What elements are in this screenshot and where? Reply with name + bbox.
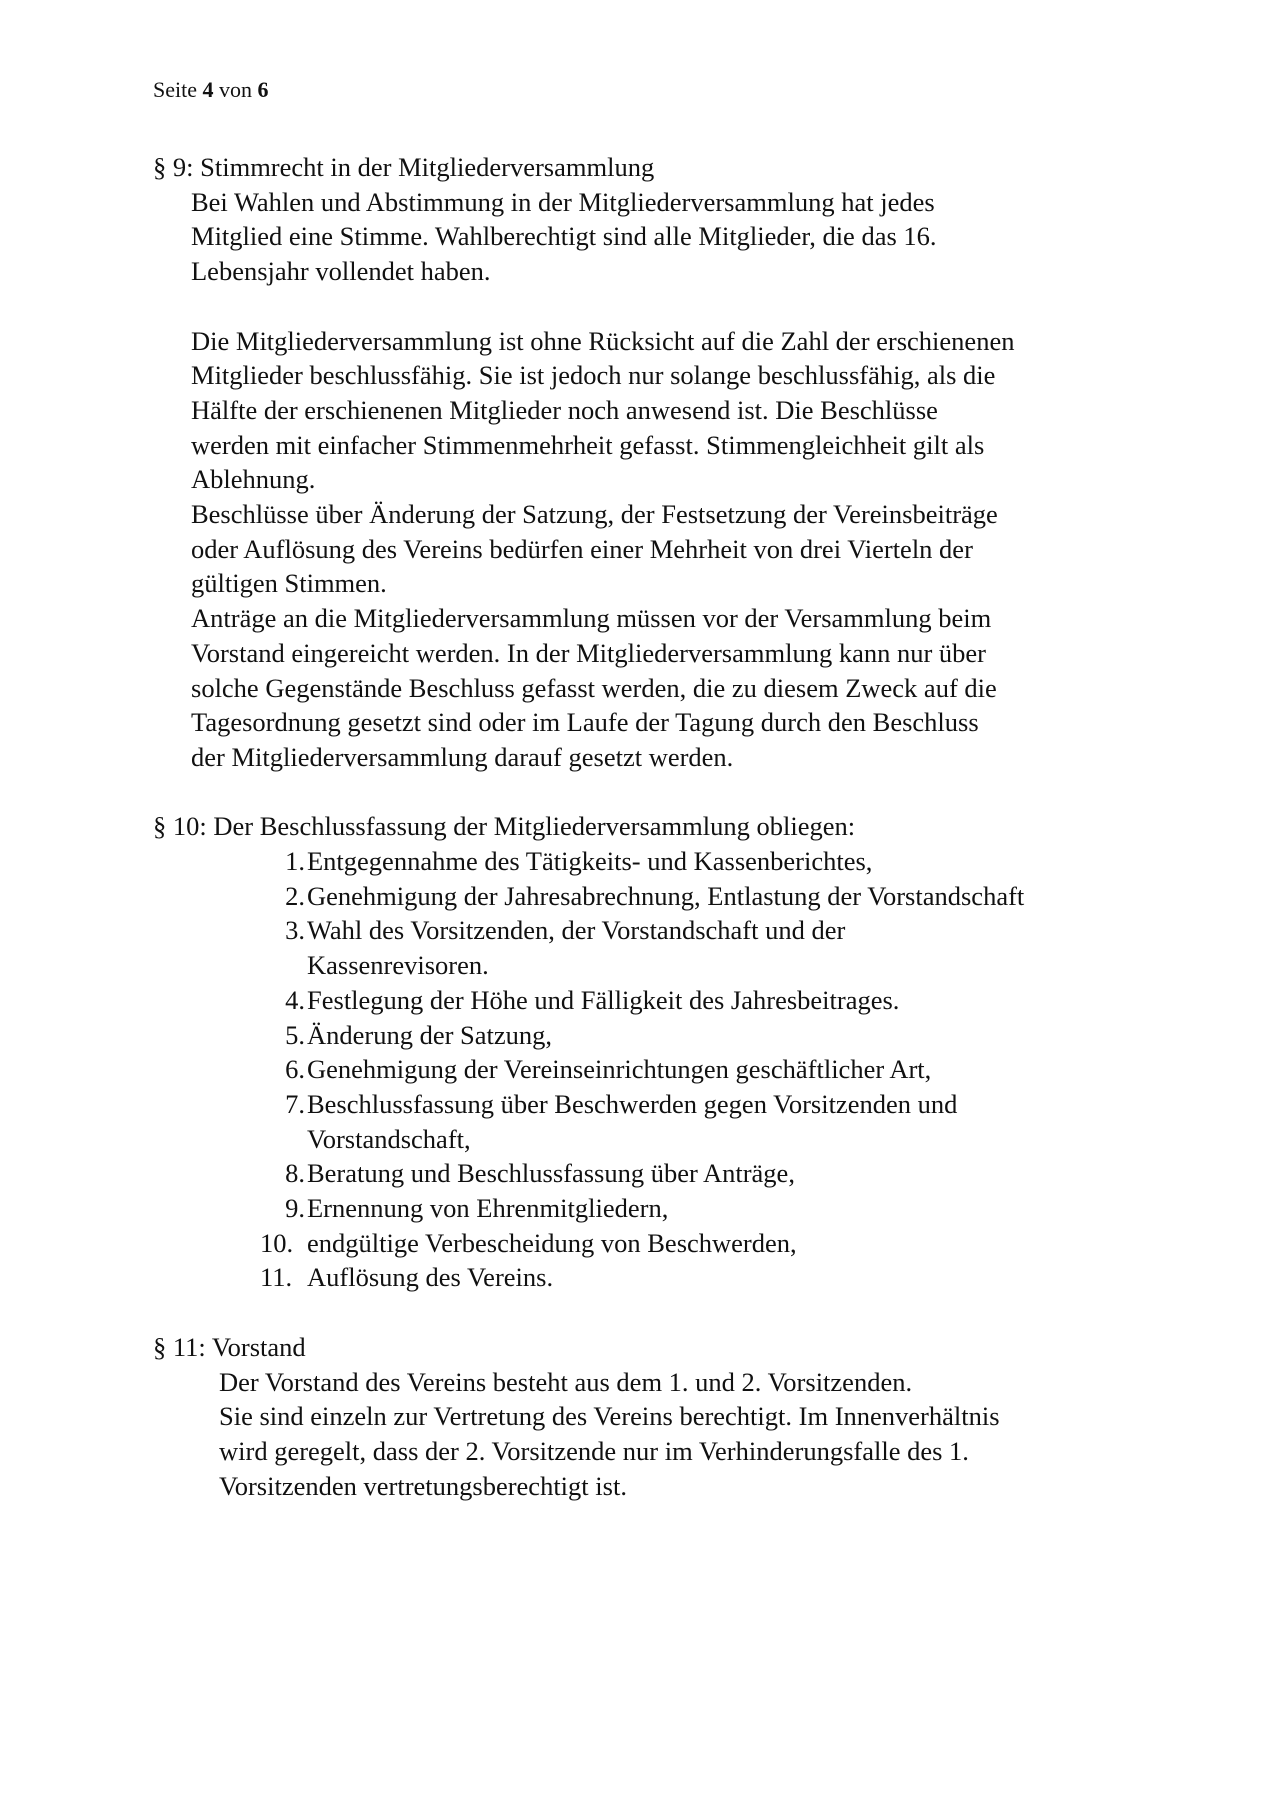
document-body — [153, 150, 1153, 1503]
page-number-header — [153, 76, 269, 104]
section-body — [219, 1365, 1153, 1504]
list-number: 7. — [285, 1088, 305, 1119]
text-line: werden mit einfacher Stimmenmehrheit gefasst. Stimmengleichheit gilt als — [191, 429, 985, 460]
list-item — [268, 1018, 1153, 1053]
text-line: Anträge an die Mitgliederversammlung müssen vor der Versammlung beim — [191, 603, 992, 634]
text-line: der Mitgliederversammlung darauf gesetzt werden. — [191, 741, 734, 772]
text-line: Vorsitzenden vertretungsberechtigt ist. — [219, 1470, 627, 1501]
list-item-text: Beschlussfassung über Beschwerden gegen Vorsitzenden und — [307, 1088, 958, 1119]
list-number: 4. — [285, 984, 305, 1015]
list-item — [268, 879, 1153, 914]
list-item-text: Vorstandschaft, — [307, 1123, 471, 1154]
section-heading: § 10: Der Beschlussfassung der Mitgliederversammlung obliegen: — [153, 811, 856, 842]
blank-line — [191, 289, 1153, 324]
list-item — [268, 844, 1153, 879]
list-number: 1. — [285, 846, 305, 877]
list-item — [268, 1052, 1153, 1087]
list-item — [260, 1260, 1153, 1295]
list-item-text: Entgegennahme des Tätigkeits- und Kassenberichtes, — [307, 846, 873, 877]
section-10 — [153, 809, 1153, 1295]
list-number: 9. — [285, 1193, 305, 1224]
list-item-text: Beratung und Beschlussfassung über Anträge, — [307, 1158, 795, 1189]
page-separator: von — [219, 77, 252, 102]
text-line: Ablehnung. — [191, 464, 316, 495]
text-line: Bei Wahlen und Abstimmung in der Mitgliederversammlung hat jedes — [191, 186, 935, 217]
section-9 — [153, 150, 1153, 775]
text-line: gültigen Stimmen. — [191, 568, 387, 599]
list-item-text: Änderung der Satzung, — [307, 1019, 553, 1050]
text-line: Sie sind einzeln zur Vertretung des Vereins berechtigt. Im Innenverhältnis — [219, 1401, 1000, 1432]
text-line: wird geregelt, dass der 2. Vorsitzende nur im Verhinderungsfalle des 1. — [219, 1435, 969, 1466]
list-item-text: Ernennung von Ehrenmitgliedern, — [307, 1193, 669, 1224]
text-line: Lebensjahr vollendet haben. — [191, 256, 491, 287]
list-number: 10. — [260, 1227, 294, 1258]
list-item — [268, 913, 1153, 982]
list-item-text: Festlegung der Höhe und Fälligkeit des Jahresbeitrages. — [307, 984, 900, 1015]
section-11 — [153, 1330, 1153, 1504]
text-line: Tagesordnung gesetzt sind oder im Laufe der Tagung durch den Beschluss — [191, 707, 979, 738]
text-line: solche Gegenstände Beschluss gefasst werden, die zu diesem Zweck auf die — [191, 672, 997, 703]
text-line: Die Mitgliederversammlung ist ohne Rücksicht auf die Zahl der erschienenen — [191, 325, 1015, 356]
list-item-text: Wahl des Vorsitzenden, der Vorstandschaft und der — [307, 915, 846, 946]
blank-line — [153, 775, 1153, 810]
section-heading: § 9: Stimmrecht in der Mitgliederversammlung — [153, 152, 655, 182]
list-number: 8. — [285, 1158, 305, 1189]
text-line: Hälfte der erschienenen Mitglieder noch anwesend ist. Die Beschlüsse — [191, 394, 938, 425]
page-label: Seite — [153, 77, 197, 102]
numbered-list — [260, 844, 1153, 1295]
list-number: 2. — [285, 880, 305, 911]
text-line: Der Vorstand des Vereins besteht aus dem 1. und 2. Vorsitzenden. — [219, 1366, 913, 1397]
text-line: Mitglieder beschlussfähig. Sie ist jedoch nur solange beschlussfähig, als die — [191, 360, 996, 391]
list-item — [268, 1191, 1153, 1226]
list-item — [268, 1087, 1153, 1156]
text-line: Mitglied eine Stimme. Wahlberechtigt sind alle Mitglieder, die das 16. — [191, 221, 937, 252]
section-body — [191, 185, 1153, 775]
list-item-text: Kassenrevisoren. — [307, 950, 489, 981]
text-line: Vorstand eingereicht werden. In der Mitgliederversammlung kann nur über — [191, 637, 986, 668]
list-number: 5. — [285, 1019, 305, 1050]
list-item-text: endgültige Verbescheidung von Beschwerden, — [307, 1227, 797, 1258]
blank-line — [153, 1295, 1153, 1330]
total-page-count: 6 — [257, 77, 269, 102]
list-item-text: Auflösung des Vereins. — [307, 1262, 554, 1293]
current-page-number: 4 — [202, 77, 214, 102]
list-item-text: Genehmigung der Vereinseinrichtungen geschäftlicher Art, — [307, 1054, 932, 1085]
list-number: 6. — [285, 1054, 305, 1085]
list-number: 3. — [285, 915, 305, 946]
section-heading: § 11: Vorstand — [153, 1331, 306, 1362]
text-line: Beschlüsse über Änderung der Satzung, der Festsetzung der Vereinsbeiträge — [191, 499, 998, 530]
list-item — [268, 983, 1153, 1018]
list-item — [260, 1226, 1153, 1261]
list-number: 11. — [260, 1262, 293, 1293]
list-item — [268, 1156, 1153, 1191]
text-line: oder Auflösung des Vereins bedürfen einer Mehrheit von drei Vierteln der — [191, 533, 973, 564]
list-item-text: Genehmigung der Jahresabrechnung, Entlastung der Vorstandschaft — [307, 880, 1025, 911]
